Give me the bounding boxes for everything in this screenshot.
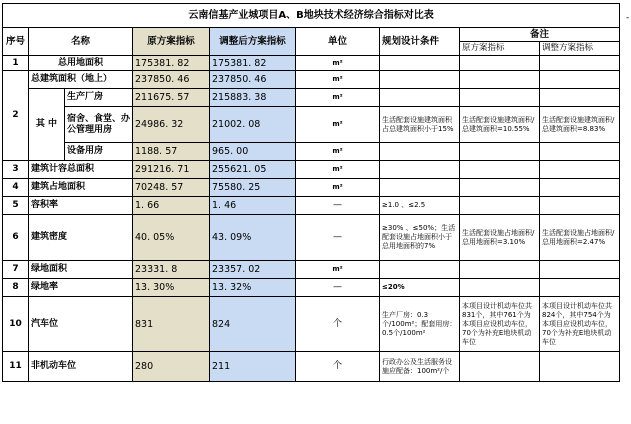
header-conditions: 规划设计条件 (380, 28, 460, 56)
row-unit: — (296, 215, 380, 261)
row-condition: ≥30% 、≤50%；生活配套设施占地面积小于总用地面积的7% (380, 215, 460, 261)
row-unit: m² (296, 143, 380, 161)
row-condition: 行政办公及生活服务设施应配备：100m²/个 (380, 352, 460, 382)
header-original: 原方案指标 (133, 28, 210, 56)
row-unit: m² (296, 56, 380, 71)
row-condition: 生产厂房：0.3个/100m²；配套用房：0.5个/100m² (380, 297, 460, 352)
row-name: 生产厂房 (65, 89, 133, 107)
row-adjusted-value: 175381. 82 (210, 56, 296, 71)
row-condition (380, 56, 460, 71)
row-remark-original (460, 179, 540, 197)
row-remark-adjusted: 本项目设计机动车位共824个，其中754个为本项目应设机动车位，70个为补充E地块机动车位 (540, 297, 620, 352)
row-remark-adjusted (540, 89, 620, 107)
table-row (3, 179, 620, 197)
row-condition: ≤20% (380, 279, 460, 297)
row-seq: 8 (3, 279, 29, 297)
row-adjusted-value: 21002. 08 (210, 107, 296, 143)
row-seq: 11 (3, 352, 29, 382)
row-adjusted-value: 211 (210, 352, 296, 382)
row-name: 非机动车位 (29, 352, 133, 382)
row-seq: 1 (3, 56, 29, 71)
row-remark-original (460, 143, 540, 161)
row-original-value: 291216. 71 (133, 161, 210, 179)
row-unit: — (296, 197, 380, 215)
row-condition (380, 89, 460, 107)
table-row (3, 215, 620, 261)
table-row (3, 71, 620, 89)
row-unit: 个 (296, 297, 380, 352)
indicator-comparison-table (2, 3, 620, 382)
row-name: 设备用房 (65, 143, 133, 161)
row-unit: m² (296, 89, 380, 107)
row-unit: — (296, 279, 380, 297)
row-remark-adjusted (540, 143, 620, 161)
row-original-value: 13. 30% (133, 279, 210, 297)
row-original-value: 24986. 32 (133, 107, 210, 143)
header-unit: 单位 (296, 28, 380, 56)
row-adjusted-value: 13. 32% (210, 279, 296, 297)
row-remark-original (460, 161, 540, 179)
row-remark-original: 生活配套设施建筑面积/总建筑面积=10.55% (460, 107, 540, 143)
table-row (3, 161, 620, 179)
table-row (3, 279, 620, 297)
row-original-value: 237850. 46 (133, 71, 210, 89)
row-adjusted-value: 215883. 38 (210, 89, 296, 107)
row-unit: m² (296, 107, 380, 143)
row-remark-adjusted (540, 197, 620, 215)
table-row (3, 261, 620, 279)
row-seq: 4 (3, 179, 29, 197)
row-original-value: 211675. 57 (133, 89, 210, 107)
row-condition (380, 261, 460, 279)
row-seq: 6 (3, 215, 29, 261)
indicator-table-container (2, 3, 620, 382)
row-condition: ≥1.0 、≤2.5 (380, 197, 460, 215)
row-remark-adjusted (540, 71, 620, 89)
row-condition (380, 179, 460, 197)
row-name: 绿地面积 (29, 261, 133, 279)
row-unit: m² (296, 179, 380, 197)
table-row (3, 56, 620, 71)
row-name: 建筑计容总面积 (29, 161, 133, 179)
row-original-value: 70248. 57 (133, 179, 210, 197)
row-unit: m² (296, 71, 380, 89)
row-remark-adjusted (540, 279, 620, 297)
header-remark: 备注 (460, 28, 620, 42)
row-adjusted-value: 23357. 02 (210, 261, 296, 279)
row-remark-adjusted: 生活配套设施建筑面积/总建筑面积=8.83% (540, 107, 620, 143)
row-original-value: 1188. 57 (133, 143, 210, 161)
row-remark-adjusted (540, 352, 620, 382)
header-remark-original: 原方案指标 (460, 42, 540, 56)
row-remark-adjusted (540, 179, 620, 197)
row-original-value: 175381. 82 (133, 56, 210, 71)
row-condition: 生活配套设施建筑面积占总建筑面积小于15% (380, 107, 460, 143)
row-name: 总用地面积 (29, 56, 133, 71)
table-row (3, 297, 620, 352)
row-name: 绿地率 (29, 279, 133, 297)
row-condition (380, 161, 460, 179)
edge-mark: - (626, 13, 630, 23)
row-seq: 7 (3, 261, 29, 279)
row-remark-original: 本项目设计机动车位共831个，其中761个为本项目应设机动车位，70个为补充E地块机动车位 (460, 297, 540, 352)
row-original-value: 831 (133, 297, 210, 352)
row-adjusted-value: 824 (210, 297, 296, 352)
row-adjusted-value: 43. 09% (210, 215, 296, 261)
row-name: 建筑密度 (29, 215, 133, 261)
table-title: 云南信基产业城项目A、B地块技术经济综合指标对比表 (3, 4, 620, 28)
row-remark-adjusted (540, 261, 620, 279)
row-group-label: 其 中 (29, 89, 65, 161)
header-remark-adjusted: 调整方案指标 (540, 42, 620, 56)
table-row (3, 143, 620, 161)
header-adjusted: 调整后方案指标 (210, 28, 296, 56)
row-name: 总建筑面积（地上） (29, 71, 133, 89)
row-remark-adjusted: 生活配套设施占地面积/总用地面积=2.47% (540, 215, 620, 261)
row-remark-original (460, 279, 540, 297)
row-name: 容积率 (29, 197, 133, 215)
row-original-value: 40. 05% (133, 215, 210, 261)
header-seq: 序号 (3, 28, 29, 56)
header-name: 名称 (29, 28, 133, 56)
row-unit: 个 (296, 352, 380, 382)
row-remark-original (460, 89, 540, 107)
row-remark-adjusted (540, 161, 620, 179)
table-row (3, 89, 620, 107)
row-remark-original: 生活配套设施占地面积/总用地面积=3.10% (460, 215, 540, 261)
row-adjusted-value: 237850. 46 (210, 71, 296, 89)
row-condition (380, 143, 460, 161)
row-seq: 2 (3, 71, 29, 161)
row-adjusted-value: 1. 46 (210, 197, 296, 215)
row-remark-adjusted (540, 56, 620, 71)
row-unit: m² (296, 261, 380, 279)
row-original-value: 23331. 8 (133, 261, 210, 279)
row-original-value: 1. 66 (133, 197, 210, 215)
row-remark-original (460, 352, 540, 382)
row-seq: 5 (3, 197, 29, 215)
row-adjusted-value: 255621. 05 (210, 161, 296, 179)
row-remark-original (460, 197, 540, 215)
table-row (3, 197, 620, 215)
row-adjusted-value: 75580. 25 (210, 179, 296, 197)
row-seq: 3 (3, 161, 29, 179)
row-condition (380, 71, 460, 89)
row-name: 汽车位 (29, 297, 133, 352)
row-adjusted-value: 965. 00 (210, 143, 296, 161)
row-name: 建筑占地面积 (29, 179, 133, 197)
row-remark-original (460, 71, 540, 89)
row-name: 宿舍、食堂、办公管理用房 (65, 107, 133, 143)
row-remark-original (460, 261, 540, 279)
table-row (3, 107, 620, 143)
row-remark-original (460, 56, 540, 71)
table-row (3, 352, 620, 382)
row-seq: 10 (3, 297, 29, 352)
row-original-value: 280 (133, 352, 210, 382)
row-unit: m² (296, 161, 380, 179)
